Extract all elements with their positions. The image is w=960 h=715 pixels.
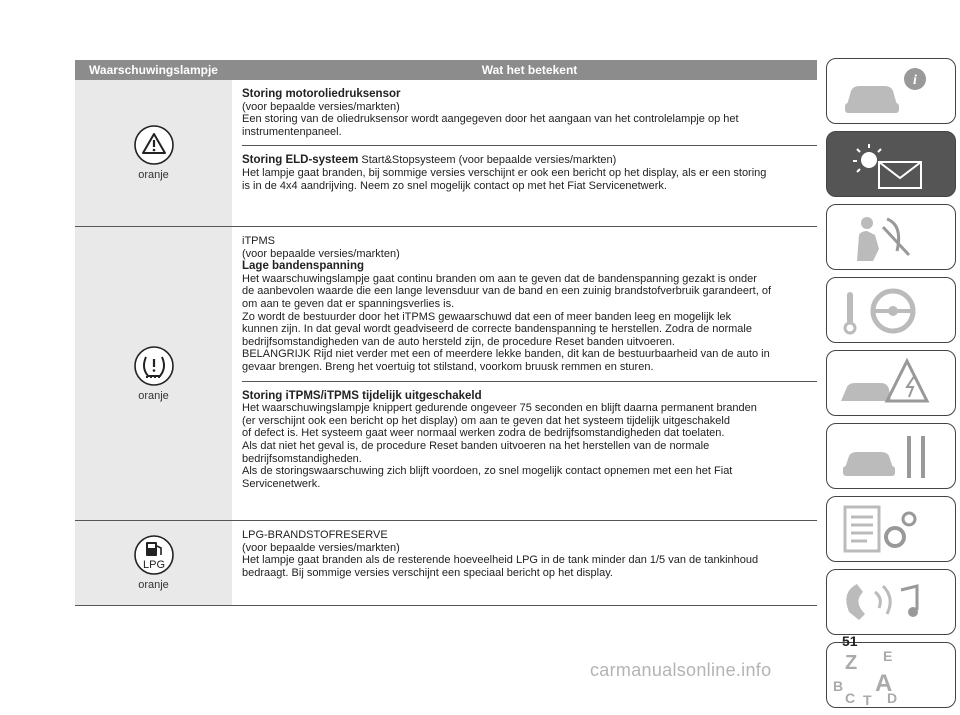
text-line: instrumentenpaneel. — [242, 125, 342, 138]
text-line: (er verschijnt ook een bericht op het display) om aan te geven dat het systeem tijdelijk uitgeschakeld — [242, 414, 730, 427]
icon-cell — [75, 80, 232, 226]
tab-warning-lights[interactable] — [826, 131, 956, 197]
table-header — [75, 60, 817, 80]
light-color-label: oranje — [138, 389, 169, 402]
multimedia-icon — [827, 570, 957, 636]
icon-cell — [75, 227, 232, 520]
text-line: BELANGRIJK Rijd niet verder met een of meerdere lekke banden, dit kan de bestuurbaarheid van de auto in — [242, 348, 770, 361]
section-title-suffix: Start&Stopsysteem (voor bepaalde versies/markten) — [358, 154, 617, 167]
section-title: Storing ELD-systeem — [242, 154, 359, 167]
tab-technical-data[interactable] — [826, 496, 956, 562]
watermark: carmanualsonline.info — [590, 660, 772, 680]
tab-emergency[interactable] — [826, 350, 956, 416]
page-number: 51 — [842, 633, 858, 649]
text-line: Het lampje gaat branden als de resterende hoeveelheid LPG in de tank minder dan 1/5 van de tankinhoud — [242, 554, 759, 567]
light-color-label: oranje — [138, 579, 169, 591]
chapter-tabs — [826, 58, 958, 715]
text-line: is in de 4x4 aandrijving. Neem zo snel mogelijk contact op met het Fiat Servicenetwerk. — [242, 179, 667, 192]
text-line: Het waarschuwingslampje knippert gedurende ongeveer 75 seconden en blijft daarna permanent branden — [242, 402, 757, 415]
car-info-icon — [827, 59, 957, 125]
text-line: (voor bepaalde versies/markten) — [242, 247, 400, 260]
text-line: gevaar brengen. Breng het voertuig tot stilstand, voorkom bruusk remmen en sturen. — [242, 360, 654, 373]
text-line: Het lampje gaat branden, bij sommige versies verschijnt er ook een bericht op het display, als er een storing — [242, 166, 767, 179]
text-line: de aanbevolen waarde die een lange levensduur van de band en een zuinig brandstofverbruik garandeert, of — [242, 285, 771, 298]
svg-text:i: i — [913, 73, 917, 88]
technical-data-icon — [827, 497, 957, 563]
icon-cell — [75, 521, 232, 605]
meaning-cell — [232, 521, 817, 605]
table-row — [75, 521, 817, 606]
emergency-triangle-icon — [827, 351, 957, 417]
text-line: bedrijfsomstandigheden. — [242, 452, 362, 465]
header-col-meaning: Wat het betekent — [481, 63, 578, 77]
section-title: Storing motoroliedruksensor — [242, 88, 401, 100]
tab-index[interactable] — [826, 642, 956, 708]
text-line: Het waarschuwingslampje gaat continu branden om aan te geven dat de bandenspanning gezakt is onder — [242, 272, 757, 285]
triangle-warning-icon — [134, 125, 174, 165]
text-line: LPG-BRANDSTOFRESERVE — [242, 529, 388, 541]
tab-maintenance[interactable] — [826, 423, 956, 489]
text-line: Als de storingswaarschuwing zich blijft voordoen, zo snel mogelijk contact opnemen met een het Fiat — [242, 465, 733, 478]
lpg-icon-text: LPG — [142, 559, 165, 571]
tab-starting-driving[interactable] — [826, 277, 956, 343]
text-line: om aan te geven dat er spanningsverlies is. — [242, 297, 455, 310]
text-line: iTPMS — [242, 235, 275, 247]
svg-text:T: T — [863, 692, 872, 708]
tab-multimedia[interactable] — [826, 569, 956, 635]
warning-lights-icon — [827, 132, 957, 198]
svg-text:A: A — [875, 670, 893, 697]
steering-wheel-key-icon — [827, 278, 957, 344]
meaning-cell — [232, 80, 817, 226]
header-col-warning-light: Waarschuwingslampje — [89, 63, 218, 77]
svg-text:E: E — [883, 648, 893, 664]
tab-car-info[interactable] — [826, 58, 956, 124]
lpg-fuel-icon — [134, 535, 174, 575]
car-maintenance-icon — [827, 424, 957, 490]
section-title: Lage bandenspanning — [242, 260, 365, 273]
text-line: Als dat niet het geval is, de procedure Reset banden uitvoeren na het herstellen van de normale — [242, 439, 710, 452]
text-line: Zo wordt de bestuurder door het iTPMS gewaarschuwd dat een of meer banden leeg en mogelijk lek — [242, 310, 732, 323]
text-line: bedraagt. Bij sommige versies verschijnt een speciaal bericht op het display. — [242, 566, 613, 579]
text-line: Servicenetwerk. — [242, 477, 321, 490]
text-line: (voor bepaalde versies/markten) — [242, 541, 400, 554]
section-title: Storing iTPMS/iTPMS tijdelijk uitgeschakeld — [242, 389, 482, 402]
svg-text:D: D — [887, 690, 898, 706]
meaning-cell — [232, 227, 817, 520]
table-row — [75, 227, 817, 521]
text-line: Een storing van de oliedruksensor wordt aangegeven door het aangaan van het controlelampje op het — [242, 113, 739, 126]
index-az-icon — [827, 643, 957, 709]
svg-text:Z: Z — [845, 652, 858, 674]
warning-lights-table — [75, 60, 817, 606]
tab-safety[interactable] — [826, 204, 956, 270]
tire-pressure-icon — [134, 346, 174, 386]
table-row — [75, 80, 817, 227]
text-line: kunnen zijn. In dat geval wordt geadviseerd de correcte bandenspanning te herstellen. Zodra de normale — [242, 323, 752, 336]
svg-text:C: C — [845, 690, 856, 706]
text-line: bedrijfsomstandigheden van de auto hersteld zijn, de procedure Reset banden uitvoeren. — [242, 335, 675, 348]
text-line: of defect is. Het systeem gaat weer normaal werken zodra de bedrijfsomstandigheden dat toelaten. — [242, 427, 725, 440]
text-line: (voor bepaalde versies/markten) — [242, 100, 400, 113]
svg-text:B: B — [833, 678, 844, 694]
safety-airbag-icon — [827, 205, 957, 271]
light-color-label: oranje — [138, 169, 169, 181]
